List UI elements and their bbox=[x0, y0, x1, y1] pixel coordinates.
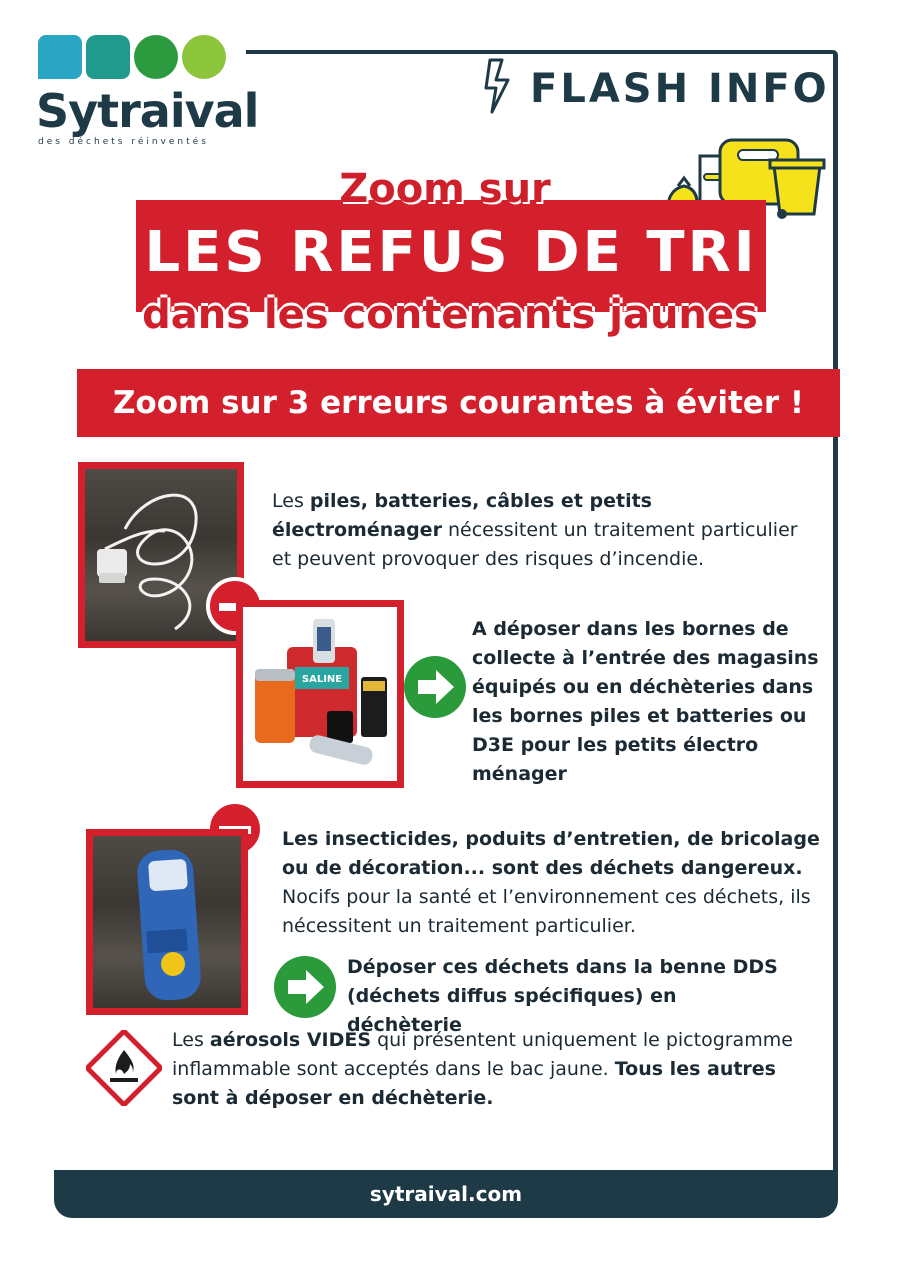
section1-deposit: A déposer dans les bornes de collecte à l’entrée des magasins équipés ou en déchèteries dans les bornes piles et batteries ou D3E pour les petits électro ménager bbox=[472, 618, 819, 785]
section2-text bbox=[282, 825, 822, 941]
headline-zoom: Zoom sur bbox=[339, 166, 551, 212]
logo-square-1 bbox=[38, 35, 82, 79]
section1-intro-rest: nécessitent un traitement particulier et peuvent provoquer des risques d’incendie. bbox=[272, 519, 798, 570]
headline-main: LES REFUS DE TRI bbox=[144, 220, 758, 285]
section3-b1: aérosols VIDES bbox=[209, 1029, 372, 1051]
section1-intro bbox=[272, 487, 812, 574]
spray-can-photo bbox=[86, 829, 248, 1015]
logo-tagline: des déchets réinventés bbox=[38, 137, 209, 147]
section1-intro-bold: piles, batteries, câbles et petits électroménager bbox=[272, 490, 652, 541]
frame-top-border bbox=[246, 50, 836, 54]
flash-info-title: FLASH INFO bbox=[530, 66, 830, 112]
flammable-pictogram-icon bbox=[86, 1030, 162, 1106]
arrow-right-glyph-2 bbox=[274, 956, 336, 1018]
batteries-photo bbox=[236, 600, 404, 788]
logo-square-4 bbox=[182, 35, 226, 79]
section2-deposit: Déposer ces déchets dans la benne DDS (déchets diffus spécifiques) en déchèterie bbox=[347, 956, 778, 1036]
section2-bold: Les insecticides, poduits d’entretien, de bricolage ou de décoration... sont des déchets dangereux. bbox=[282, 828, 820, 879]
section3-b2: Tous les autres sont à déposer en déchèterie. bbox=[172, 1058, 776, 1109]
batteries-image bbox=[243, 607, 397, 781]
section1-intro-prefix: Les bbox=[272, 490, 310, 512]
logo-square-3 bbox=[134, 35, 178, 79]
logo-name: Sytraival bbox=[36, 84, 259, 138]
footer-bar bbox=[54, 1170, 838, 1218]
logo-square-2 bbox=[86, 35, 130, 79]
arrow-right-glyph bbox=[404, 656, 466, 718]
lightning-bolt-icon bbox=[484, 58, 514, 114]
logo bbox=[0, 0, 259, 160]
arrow-right-icon bbox=[404, 656, 466, 718]
section3-p1: Les bbox=[172, 1029, 210, 1051]
footer-url-link[interactable]: sytraival.com bbox=[369, 1182, 523, 1206]
section2-rest: Nocifs pour la santé et l’environnement ces déchets, ils nécessitent un traitement particulier. bbox=[282, 886, 811, 937]
frame-right-border bbox=[833, 50, 838, 1190]
headline-sub: dans les contenants jaunes bbox=[142, 292, 758, 338]
errors-banner: Zoom sur 3 erreurs courantes à éviter ! bbox=[77, 369, 840, 437]
section3-text bbox=[172, 1026, 822, 1113]
battery-label-text: SALINE bbox=[301, 674, 343, 685]
section3-p2: qui présentent uniquement le pictogramme inflammable sont acceptés dans le bac jaune. bbox=[172, 1029, 793, 1080]
spray-can-image bbox=[93, 836, 241, 1008]
arrow-right-icon-2 bbox=[274, 956, 336, 1018]
